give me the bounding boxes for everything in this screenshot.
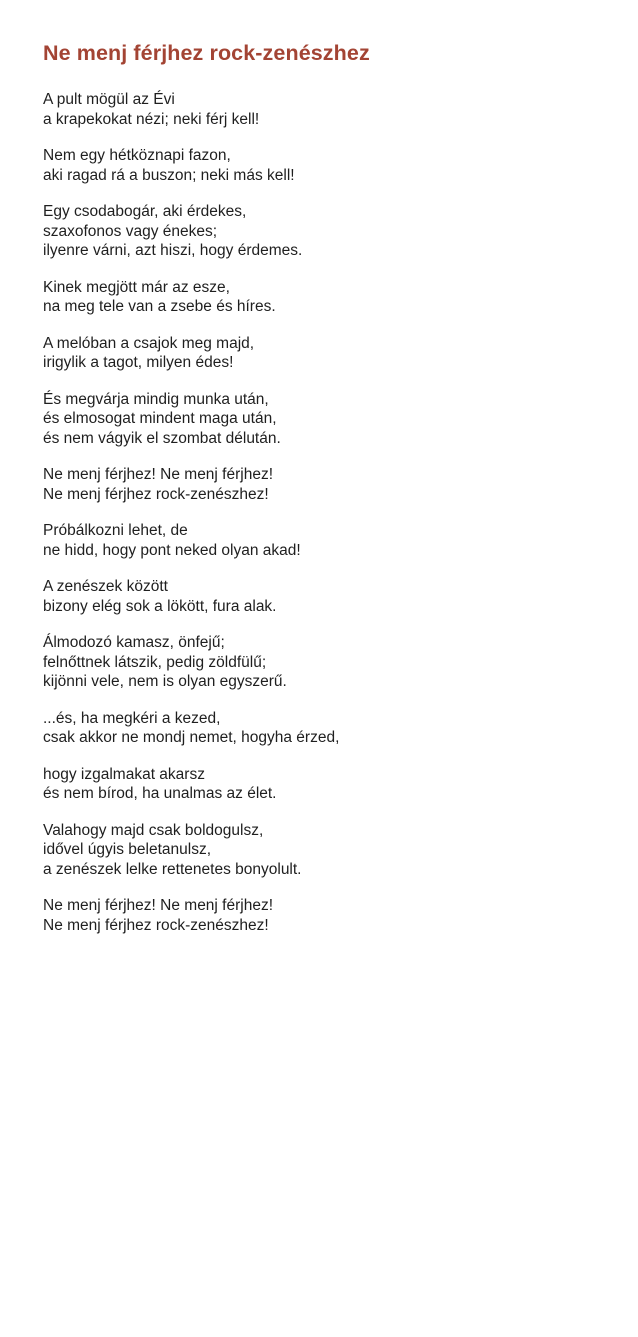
lyrics-body	[43, 90, 608, 935]
lyric-line: Ne menj férjhez! Ne menj férjhez!	[43, 897, 274, 914]
lyric-line: Egy csodabogár, aki érdekes,	[43, 203, 247, 220]
stanza	[43, 577, 608, 616]
lyric-line: Kinek megjött már az esze,	[43, 278, 230, 296]
lyric-line: Álmodozó kamasz, önfejű;	[43, 634, 225, 651]
stanza	[43, 765, 608, 804]
lyric-line: Próbálkozni lehet, de	[43, 522, 188, 539]
stanza	[43, 390, 608, 449]
lyric-line: és nem vágyik el szombat délután.	[43, 429, 281, 447]
lyric-line: hogy izgalmakat akarsz	[43, 765, 205, 783]
stanza	[43, 709, 608, 748]
lyric-line: ...és, ha megkéri a kezed,	[43, 709, 221, 727]
lyric-line: És megvárja mindig munka után,	[43, 390, 269, 408]
lyric-line: és nem bírod, ha unalmas az élet.	[43, 785, 277, 802]
stanza	[43, 90, 608, 129]
lyric-line: aki ragad rá a buszon; neki más kell!	[43, 166, 295, 184]
lyric-line: ilyenre várni, azt hiszi, hogy érdemes.	[43, 242, 303, 259]
lyric-line: és elmosogat mindent maga után,	[43, 410, 277, 427]
lyric-line: a zenészek lelke rettenetes bonyolult.	[43, 860, 302, 878]
stanza	[43, 821, 608, 880]
lyric-line: szaxofonos vagy énekes;	[43, 222, 218, 240]
lyric-line: irigylik a tagot, milyen édes!	[43, 354, 234, 371]
lyric-line: A zenészek között	[43, 578, 168, 595]
lyric-line: na meg tele van a zsebe és híres.	[43, 298, 276, 315]
stanza	[43, 465, 608, 504]
stanza	[43, 896, 608, 935]
lyric-line: csak akkor ne mondj nemet, hogyha érzed,	[43, 729, 340, 746]
lyric-line: A melóban a csajok meg majd,	[43, 334, 255, 352]
lyric-line: Valahogy majd csak boldogulsz,	[43, 821, 264, 839]
lyric-line: bizony elég sok a lökött, fura alak.	[43, 597, 277, 615]
lyric-line: idővel úgyis beletanulsz,	[43, 841, 212, 858]
lyric-line: kijönni vele, nem is olyan egyszerű.	[43, 673, 287, 690]
song-title: Ne menj férjhez rock-zenészhez	[43, 41, 370, 65]
stanza	[43, 334, 608, 373]
lyric-line: Ne menj férjhez rock-zenészhez!	[43, 485, 269, 503]
lyric-line: felnőttnek látszik, pedig zöldfülű;	[43, 653, 267, 671]
stanza	[43, 633, 608, 692]
lyric-line: Ne menj férjhez rock-zenészhez!	[43, 916, 269, 934]
stanza	[43, 202, 608, 261]
lyric-line: ne hidd, hogy pont neked olyan akad!	[43, 541, 301, 559]
lyric-line: a krapekokat nézi; neki férj kell!	[43, 110, 260, 128]
stanza	[43, 146, 608, 185]
stanza	[43, 278, 608, 317]
lyric-line: Ne menj férjhez! Ne menj férjhez!	[43, 466, 274, 483]
stanza	[43, 521, 608, 560]
lyric-line: Nem egy hétköznapi fazon,	[43, 147, 231, 164]
lyric-line: A pult mögül az Évi	[43, 91, 175, 108]
